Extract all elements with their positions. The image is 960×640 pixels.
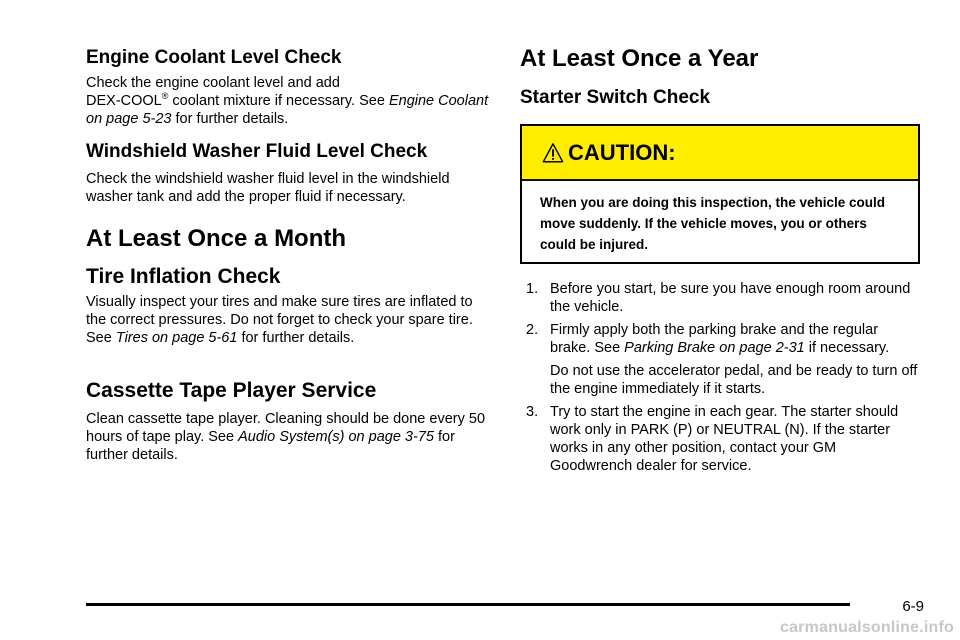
caution-box xyxy=(520,124,920,264)
cassette-heading: Cassette Tape Player Service xyxy=(86,379,377,402)
parking-brake-link[interactable]: Parking Brake on page 2-31 xyxy=(624,340,805,356)
page-number: 6-9 xyxy=(902,598,924,615)
caution-triangle-icon xyxy=(542,142,564,164)
coolant-text-1: Check the engine coolant level and add xyxy=(86,75,340,91)
starter-heading: Starter Switch Check xyxy=(520,87,711,108)
step-text: Try to start the engine in each gear. The starter should work only in PARK (P) or NEUTRAL (N). If the starter works in any other position, contact your GM Goodwrench dealer for service. xyxy=(550,404,899,474)
tire-heading: Tire Inflation Check xyxy=(86,265,281,288)
step-number: 2. xyxy=(526,322,539,338)
tire-link[interactable]: Tires on page 5-61 xyxy=(115,330,238,346)
steps-list xyxy=(520,280,920,480)
caution-text: When you are doing this inspection, the vehicle could move suddenly. If the vehicle moves, you or others could be injured. xyxy=(540,195,886,252)
coolant-paragraph xyxy=(86,74,496,128)
cassette-text-2: for further details. xyxy=(86,429,455,463)
step-text: Before you start, be sure you have enough room around the vehicle. xyxy=(550,281,911,315)
list-item xyxy=(520,280,920,316)
watermark: carmanualsonline.info xyxy=(779,619,954,636)
step-note: Do not use the accelerator pedal, and be ready to turn off the engine immediately if it starts. xyxy=(550,363,918,397)
coolant-heading: Engine Coolant Level Check xyxy=(86,47,342,68)
cassette-text-1: Clean cassette tape player. Cleaning should be done every 50 hours of tape play. See xyxy=(86,411,486,445)
coolant-text-3: coolant mixture if necessary. See xyxy=(172,93,385,109)
year-heading: At Least Once a Year xyxy=(520,45,759,72)
tire-text-2: for further details. xyxy=(241,330,355,346)
footer-rule xyxy=(86,603,850,606)
month-heading: At Least Once a Month xyxy=(86,225,347,252)
coolant-text-2: DEX-COOL xyxy=(86,93,162,109)
washer-paragraph: Check the windshield washer fluid level in the windshield washer tank and add the proper fluid if necessary. xyxy=(86,171,450,205)
coolant-text-4: for further details. xyxy=(175,111,289,127)
list-item xyxy=(520,321,920,357)
tire-paragraph xyxy=(86,293,496,347)
list-item xyxy=(520,403,920,475)
coolant-link[interactable]: Engine Coolant on page 5-23 xyxy=(86,93,489,127)
washer-heading: Windshield Washer Fluid Level Check xyxy=(86,141,428,162)
registered-mark: ® xyxy=(161,91,169,102)
step-number: 3. xyxy=(526,404,539,420)
cassette-link[interactable]: Audio System(s) on page 3-75 xyxy=(238,429,434,445)
caution-title: CAUTION: xyxy=(568,139,676,165)
cassette-paragraph xyxy=(86,410,496,464)
caution-header xyxy=(522,126,918,181)
tire-text-1: Visually inspect your tires and make sure tires are inflated to the correct pressures. Do not forget to check your spare tire. See xyxy=(86,294,473,346)
step-text-part: Firmly apply both the parking brake and the regular brake. See xyxy=(550,322,879,356)
step-text xyxy=(550,321,920,357)
step-number: 1. xyxy=(526,281,539,297)
step-text-part: if necessary. xyxy=(808,340,890,356)
